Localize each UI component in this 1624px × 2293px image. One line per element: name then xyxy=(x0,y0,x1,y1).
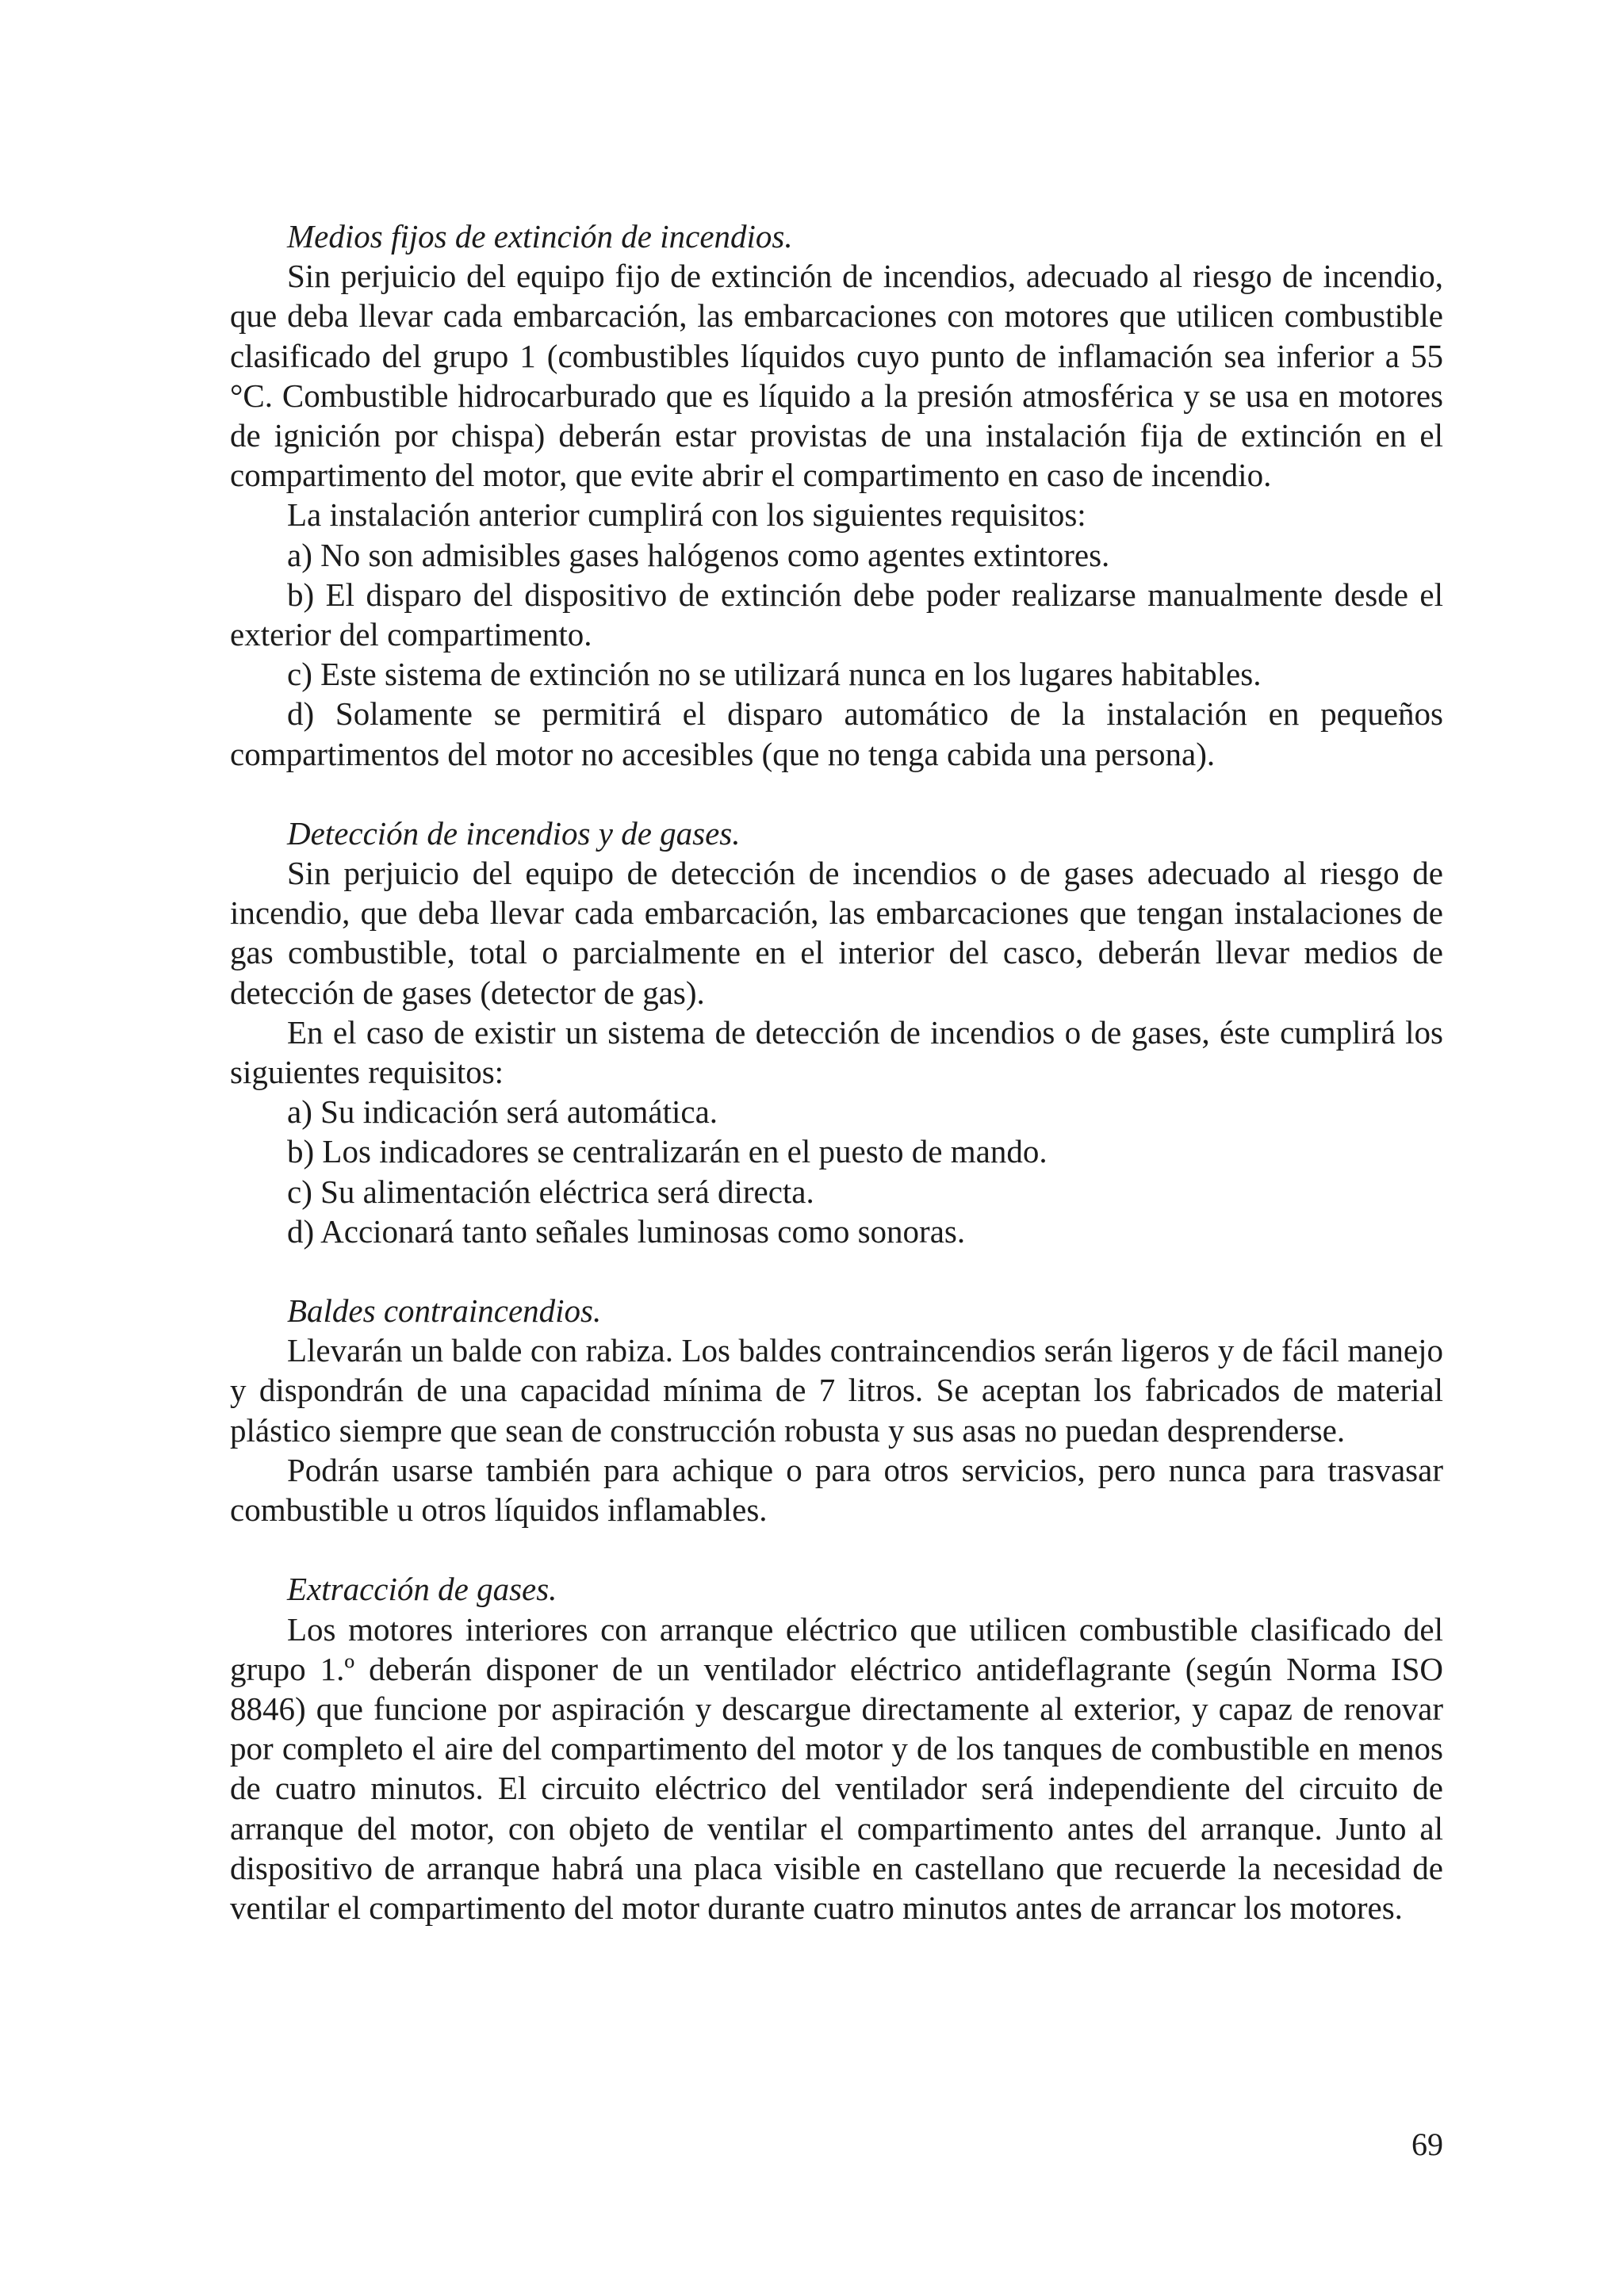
list-item: c) Este sistema de extinción no se utilizará nunca en los lugares habitables. xyxy=(287,656,1262,693)
list-item: a) Su indicación será automática. xyxy=(287,1093,718,1131)
body-paragraph: Sin perjuicio del equipo de detección de incendios o de gases adecuado al riesgo de incendio, que deba llevar cada embarcación, las embarcaciones que tengan instalaciones de gas combustible, total o parcialmente en el interior del casco, deberán llevar medios de detección de gases (detector de gas). xyxy=(230,855,1443,1011)
body-paragraph: Podrán usarse también para achique o para otros servicios, pero nunca para trasvasar combustible u otros líquidos inflamables. xyxy=(230,1451,1443,1529)
list-item: c) Su alimentación eléctrica será directa. xyxy=(287,1173,814,1210)
body-paragraph: Los motores interiores con arranque eléctrico que utilicen combustible clasificado del grupo 1.º deberán disponer de un ventilador eléctrico antideflagrante (según Norma ISO 8846) que funcione por aspiración y descargue directamente al exterior, y capaz de renovar por completo el aire del compartimento del motor y de los tanques de combustible en menos de cuatro minutos. El circuito eléctrico del ventilador será independiente del circuito de arranque del motor, con objeto de ventilar el compartimento antes del arranque. Junto al dispositivo de arranque habrá una placa visible en castellano que recuerde la necesidad de ventilar el compartimento del motor durante cuatro minutos antes de arrancar los motores. xyxy=(230,1610,1443,1926)
list-item: d) Solamente se permitirá el disparo automático de la instalación en pequeños compartimentos del motor no accesibles (que no tenga cabida una persona). xyxy=(230,695,1443,772)
list-item: b) El disparo del dispositivo de extinción debe poder realizarse manualmente desde el exterior del compartimento. xyxy=(230,576,1443,653)
list-item: d) Accionará tanto señales luminosas como sonoras. xyxy=(287,1212,966,1250)
list-item: b) Los indicadores se centralizarán en el puesto de mando. xyxy=(287,1133,1048,1170)
section-heading: Medios fijos de extinción de incendios. xyxy=(287,218,793,255)
body-paragraph: En el caso de existir un sistema de detección de incendios o de gases, éste cumplirá los siguientes requisitos: xyxy=(230,1013,1443,1091)
section-heading: Extracción de gases. xyxy=(287,1571,557,1608)
body-paragraph: Sin perjuicio del equipo fijo de extinción de incendios, adecuado al riesgo de incendio, que deba llevar cada embarcación, las embarcaciones con motores que utilicen combustible clasificado del grupo 1 (combustibles líquidos cuyo punto de inflamación sea inferior a 55 °C. Combustible hidrocarburado que es líquido a la presión atmosférica y se usa en motores de ignición por chispa) deberán estar provistas de una instalación fija de extinción en el compartimento del motor, que evite abrir el compartimento en caso de incendio. xyxy=(230,258,1443,494)
section-heading: Baldes contraincendios. xyxy=(287,1292,602,1330)
section-gas-extraction xyxy=(230,1569,1443,1927)
section-fixed-extinction xyxy=(230,216,1443,774)
list-item: a) No son admisibles gases halógenos como agentes extintores. xyxy=(287,536,1110,573)
body-paragraph: La instalación anterior cumplirá con los siguientes requisitos: xyxy=(287,496,1086,534)
section-heading: Detección de incendios y de gases. xyxy=(287,814,741,852)
section-fire-buckets xyxy=(230,1291,1443,1529)
page-content xyxy=(230,216,1443,1927)
section-fire-gas-detection xyxy=(230,813,1443,1251)
body-paragraph: Llevarán un balde con rabiza. Los baldes contraincendios serán ligeros y de fácil manejo y dispondrán de una capacidad mínima de 7 litros. Se aceptan los fabricados de material plástico siempre que sean de construcción robusta y sus asas no puedan desprenderse. xyxy=(230,1332,1443,1449)
page-number: 69 xyxy=(1411,2126,1443,2162)
